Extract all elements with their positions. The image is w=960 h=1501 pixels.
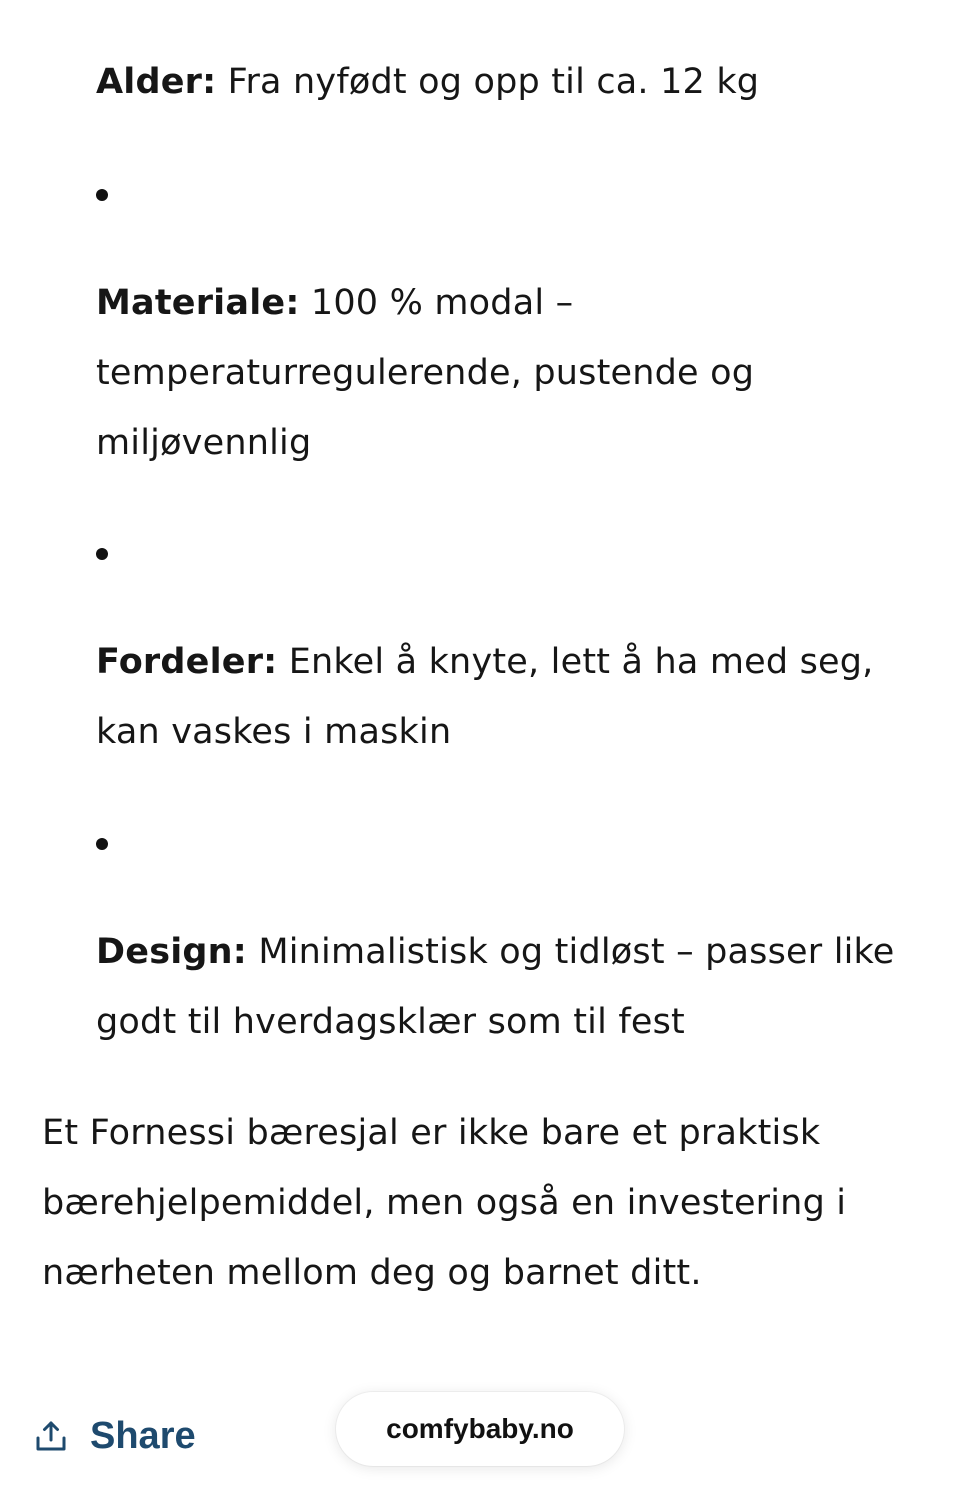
list-item-design [96,917,896,1057]
list-item-text: 100 % modal – temperaturregulerende, pustende og miljøvennlig [96,283,755,463]
list-item-label: Design: [96,932,247,972]
list-item-alder [96,47,916,117]
list-bullet [96,548,108,560]
list-item-materiale [96,268,816,478]
closing-paragraph: Et Fornessi bæresjal er ikke bare et praktisk bærehjelpemiddel, men også en investering i nærheten mellom deg og barnet ditt. [42,1113,847,1293]
domain-label: comfybaby.no [386,1413,574,1444]
list-item-text: Fra nyfødt og opp til ca. 12 kg [216,62,760,102]
list-item-text: Enkel å knyte, lett å ha med seg, kan vaskes i maskin [96,642,874,752]
list-item-label: Materiale: [96,283,300,323]
list-item-text: Minimalistisk og tidløst – passer like godt til hverdagsklær som til fest [96,932,895,1042]
list-item-fordeler [96,627,896,767]
list-bullet [96,189,108,201]
share-button[interactable] [34,1410,196,1462]
share-upload-icon [34,1419,68,1453]
domain-pill[interactable] [336,1392,624,1466]
list-bullet [96,838,108,850]
list-item-label: Alder: [96,62,217,102]
share-label: Share [90,1414,196,1457]
list-item-label: Fordeler: [96,642,278,682]
